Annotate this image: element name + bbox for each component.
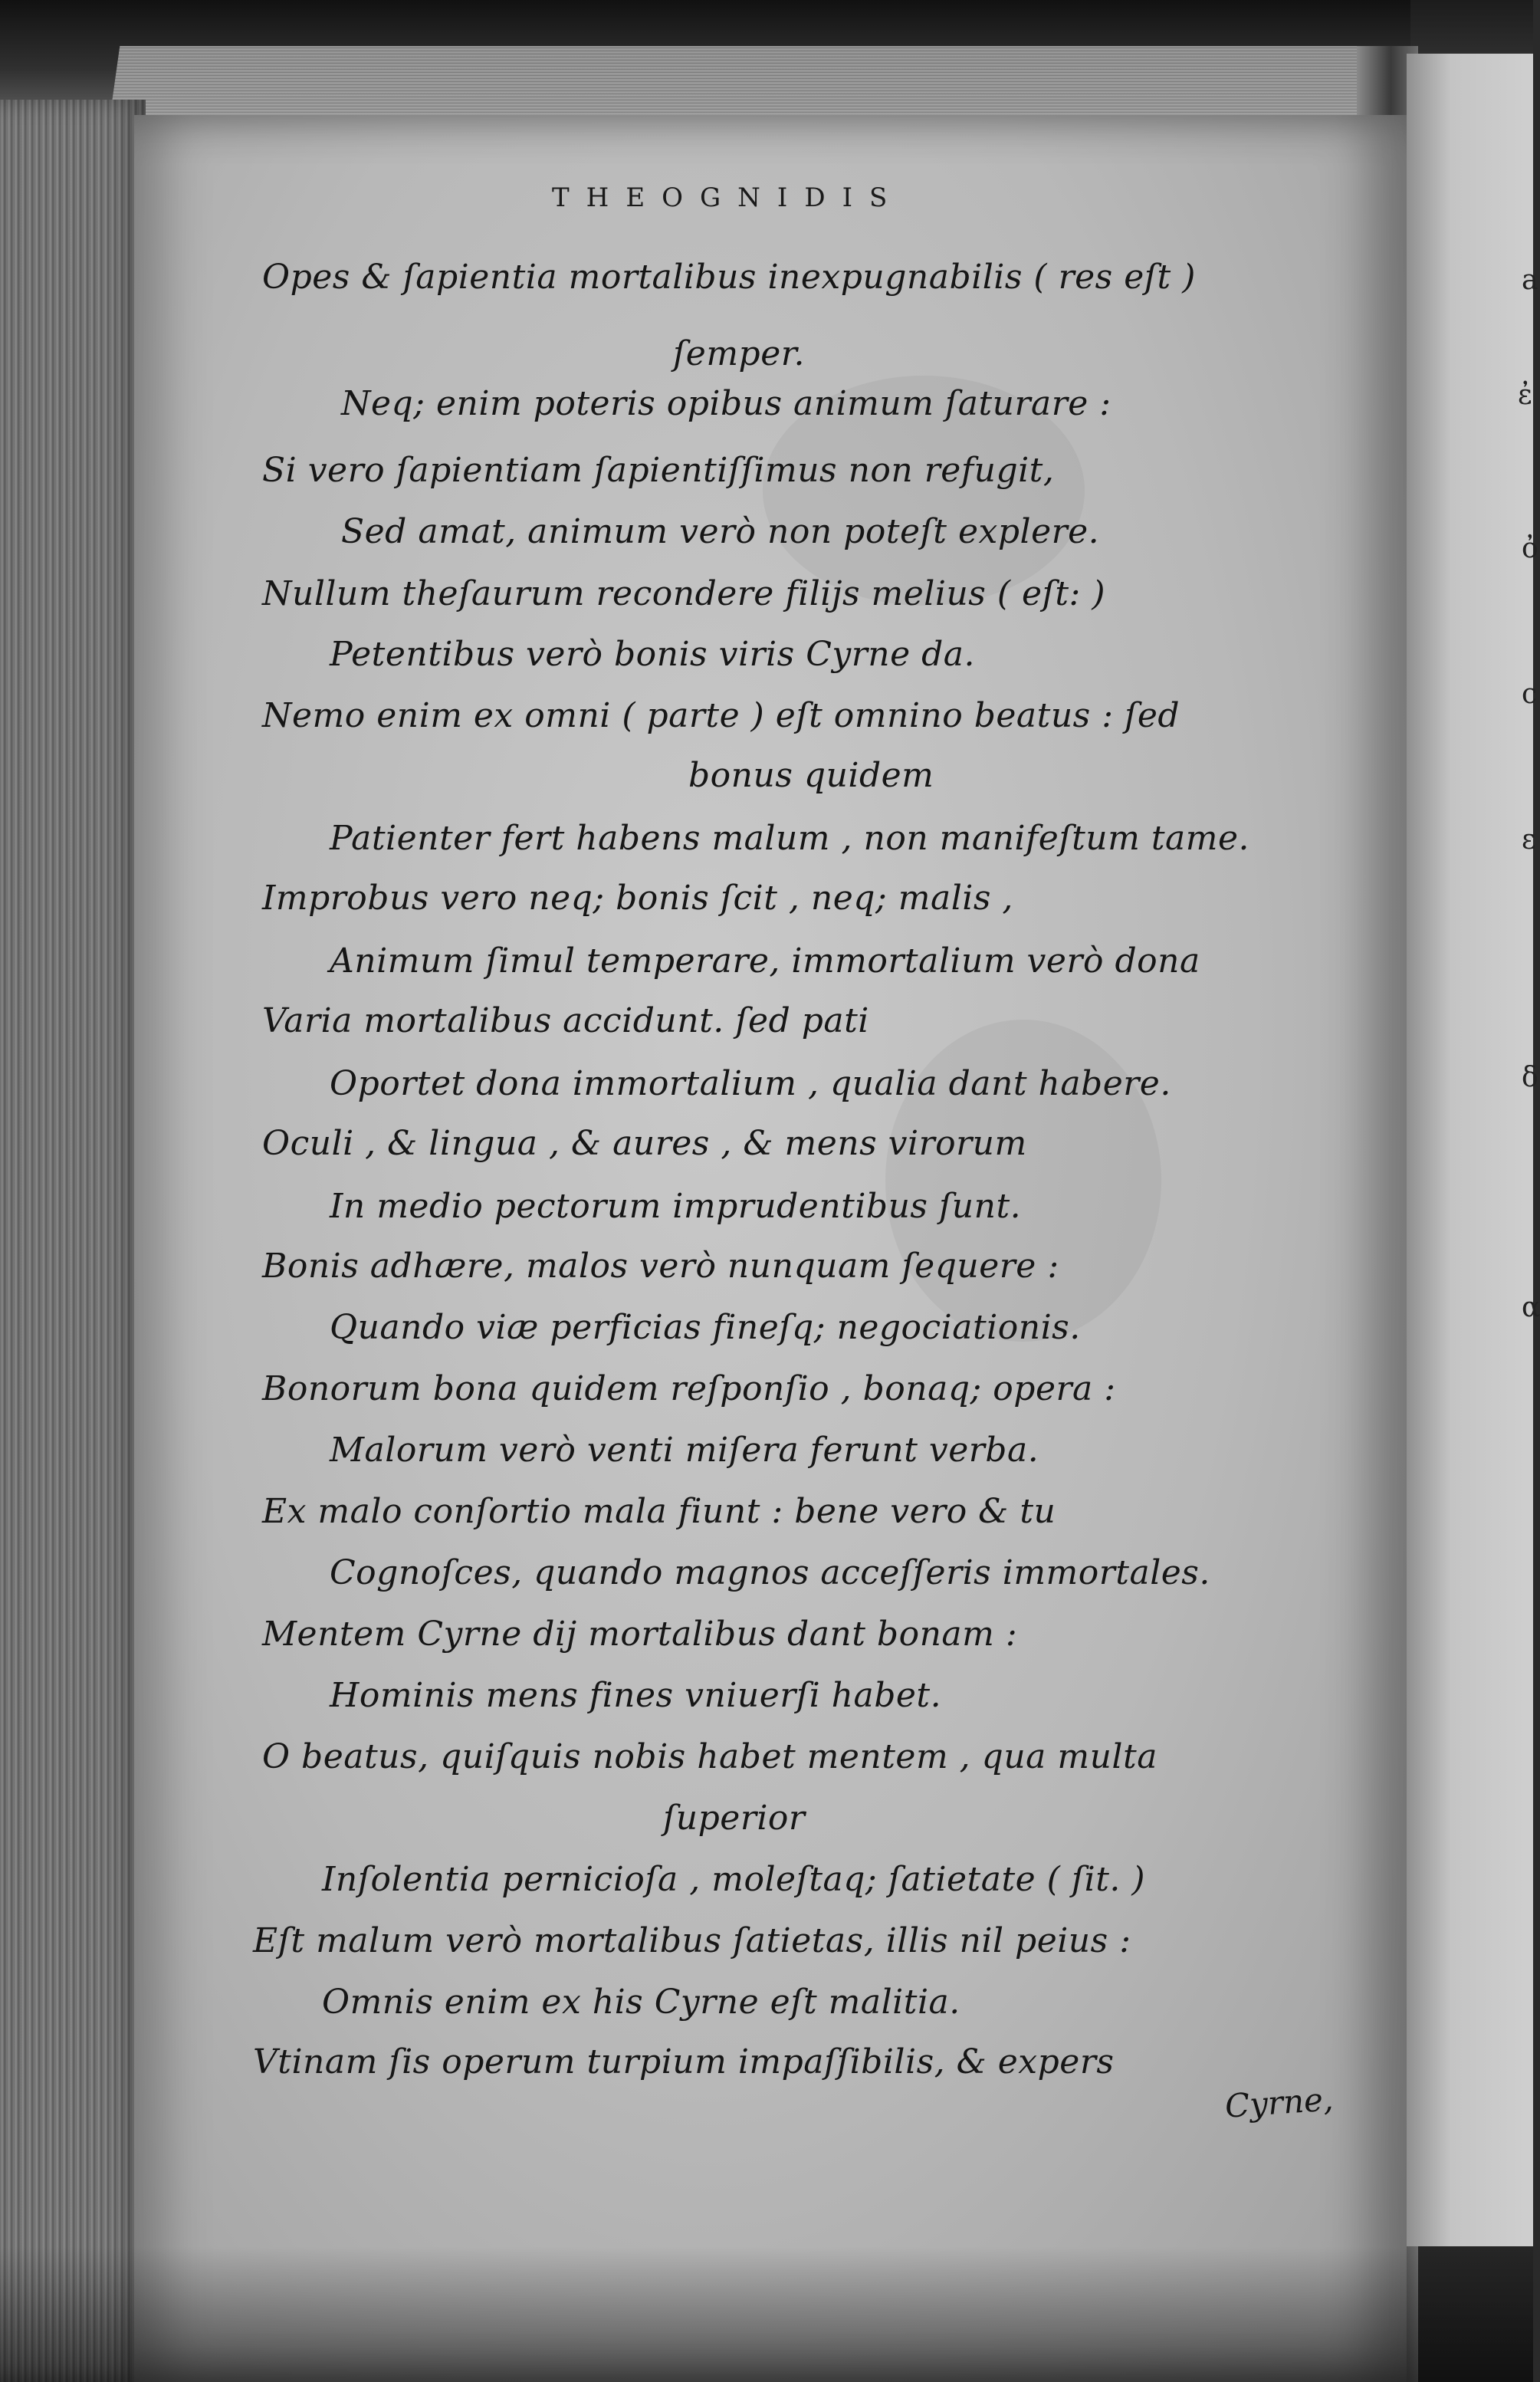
text-line: Hominis mens fines vniuerſi habet. [330, 1676, 942, 1715]
facing-page: a ἐ ὀ c ε δ α [1407, 54, 1533, 2246]
text-line: Oportet dona immortalium , qualia dant habere. [330, 1064, 1171, 1103]
text-line: Nemo enim ex omni ( parte ) eſt omnino beatus : ſed [262, 696, 1180, 735]
text-line: ſuperior [663, 1799, 806, 1838]
text-line: Malorum verò venti miſera ferunt verba. [330, 1431, 1039, 1470]
text-line: ſemper. [673, 334, 805, 373]
text-line: Cognoſces, quando magnos acceſſeris immortales. [330, 1553, 1210, 1592]
text-line: Sed amat, animum verò non poteſt explere. [341, 512, 1100, 551]
text-line: Ex malo conſortio mala fiunt : bene vero & tu [262, 1492, 1056, 1531]
page-block-top-edge [110, 46, 1408, 115]
text-line: Animum ſimul temperare, immortalium verò dona [330, 941, 1200, 981]
text-line: Si vero ſapientiam ſapientiſſimus non refugit, [262, 451, 1055, 490]
text-line: In medio pectorum imprudentibus ſunt. [330, 1187, 1022, 1226]
bottom-shadow [0, 2246, 1533, 2382]
text-line: Omnis enim ex his Cyrne eſt malitia. [322, 1983, 960, 2022]
text-line: Inſolentia pernicioſa , moleſtaq; ſatietate ( ſit. ) [322, 1860, 1146, 1899]
text-line: Opes & ſapientia mortalibus inexpugnabilis ( res eſt ) [262, 258, 1196, 297]
running-head: THEOGNIDIS [552, 182, 905, 213]
text-line: Quando viæ perficias fineſq; negociationis. [330, 1308, 1081, 1347]
text-line: Varia mortalibus accidunt. ſed pati [262, 1001, 869, 1040]
text-line: Bonis adhære, malos verò nunquam ſequere : [262, 1247, 1059, 1286]
text-line: Mentem Cyrne dij mortalibus dant bonam : [262, 1615, 1018, 1654]
text-line: Vtinam ſis operum turpium impaſſibilis, & expers [253, 2042, 1115, 2081]
text-line: Patienter fert habens malum , non manifeſtum tame. [330, 819, 1250, 858]
text-line: Neq; enim poteris opibus animum ſaturare : [341, 384, 1111, 423]
text-line: Eſt malum verò mortalibus ſatietas, illis nil peius : [253, 1921, 1131, 1960]
catchword: Cyrne, [1223, 2080, 1335, 2125]
text-line: O beatus, quiſquis nobis habet mentem , qua multa [262, 1737, 1157, 1776]
text-line: Oculi , & lingua , & aures , & mens virorum [262, 1124, 1027, 1163]
text-line: Petentibus verò bonis viris Cyrne da. [330, 635, 975, 674]
text-line: Nullum theſaurum recondere filijs melius ( eſt: ) [262, 574, 1105, 613]
text-line: bonus quidem [688, 756, 934, 795]
text-line: Improbus vero neq; bonis ſcit , neq; malis , [262, 879, 1013, 918]
page-block-left-edge [0, 100, 146, 2382]
text-line: Bonorum bona quidem reſponſio , bonaq; opera : [262, 1369, 1116, 1408]
